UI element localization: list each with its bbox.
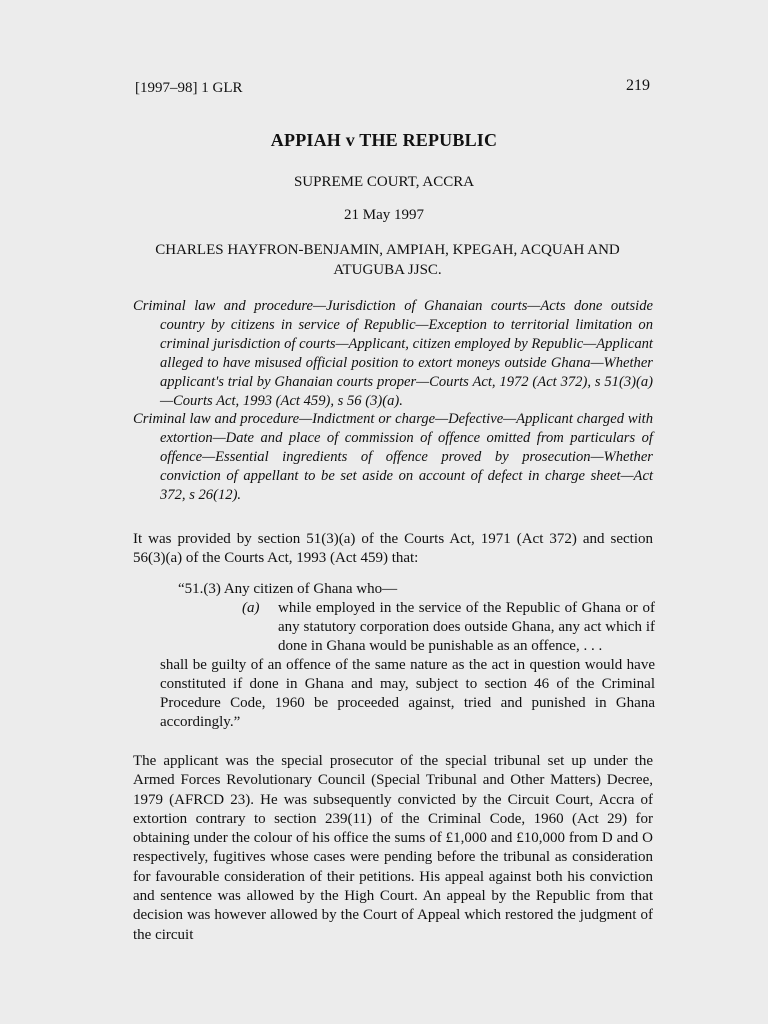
judges-line: ATUGUBA JJSC. <box>333 262 442 278</box>
quote-lead: “51.(3) Any citizen of Ghana who— <box>178 581 398 597</box>
case-title: APPIAH v THE REPUBLIC <box>270 130 498 150</box>
statutory-intro-paragraph: It was provided by section 51(3)(a) of the Courts Act, 1971 (Act 372) and section 56(3)(a) of the Courts Act, 1993 (Act 459) that: <box>133 531 653 566</box>
judges-coram <box>130 240 645 280</box>
report-citation: [1997–98] 1 GLR <box>135 80 243 96</box>
running-head <box>135 77 650 100</box>
headnotes <box>133 297 653 505</box>
quote-subsection-text: while employed in the service of the Republic of Ghana or of any statutory corporation does outside Ghana, any act which if done in Ghana would be punishable as an offence, . . . <box>278 600 655 654</box>
court-name: SUPREME COURT, ACCRA <box>293 174 475 190</box>
headnote-catchwords: Criminal law and procedure—Jurisdiction of Ghanaian courts—Acts done outside country by citizens in service of Republic—Exception to territorial limitation on criminal jurisdiction of courts—Applicant, citizen employed by Republic—Applicant alleged to have misused official position to extort moneys outside Ghana—Whether applicant's trial by Ghanaian courts proper—Courts Act, 1972 (Act 372), s 51(3)(a)—Courts Act, 1993 (Act 459), s 56 (3)(a). <box>133 298 653 409</box>
judgment-date: 21 May 1997 <box>344 207 424 223</box>
statutory-quotation <box>160 580 655 732</box>
judges-line: CHARLES HAYFRON-BENJAMIN, AMPIAH, KPEGAH, ACQUAH AND <box>155 242 620 258</box>
quote-subsection-mark: (a) <box>242 600 260 616</box>
page-number: 219 <box>626 77 650 94</box>
headnote-catchwords: Criminal law and procedure—Indictment or charge—Defective—Applicant charged with extortion—Date and place of commission of offence omitted from particulars of offence—Essential ingredients of offence proved by prosecution—Whether conviction of appellant to be set aside on account of defect in charge sheet—Act 372, s 26(12). <box>133 411 653 504</box>
case-summary-paragraph: The applicant was the special prosecutor of the special tribunal set up under the Armed Forces Revolutionary Council (Special Tribunal and Other Matters) Decree, 1979 (AFRCD 23). He was subsequently convicted by the Circuit Court, Accra of extortion contrary to section 239(11) of the Criminal Code, 1960 (Act 29) for obtaining under the colour of his office the sums of £1,000 and £10,000 from D and O respectively, fugitives whose cases were pending before the tribunal as consideration for favourable consideration of their petitions. His appeal against both his conviction and sentence was allowed by the High Court. An appeal by the Republic from that decision was however allowed by the Court of Appeal which restored the judgment of the circuit <box>133 753 653 943</box>
quote-tail: shall be guilty of an offence of the same nature as the act in question would have constituted if done in Ghana and may, subject to section 46 of the Criminal Procedure Code, 1960 be proceeded against, tried and punished in Ghana accordingly.” <box>160 657 655 730</box>
quote-subsection <box>160 599 655 656</box>
